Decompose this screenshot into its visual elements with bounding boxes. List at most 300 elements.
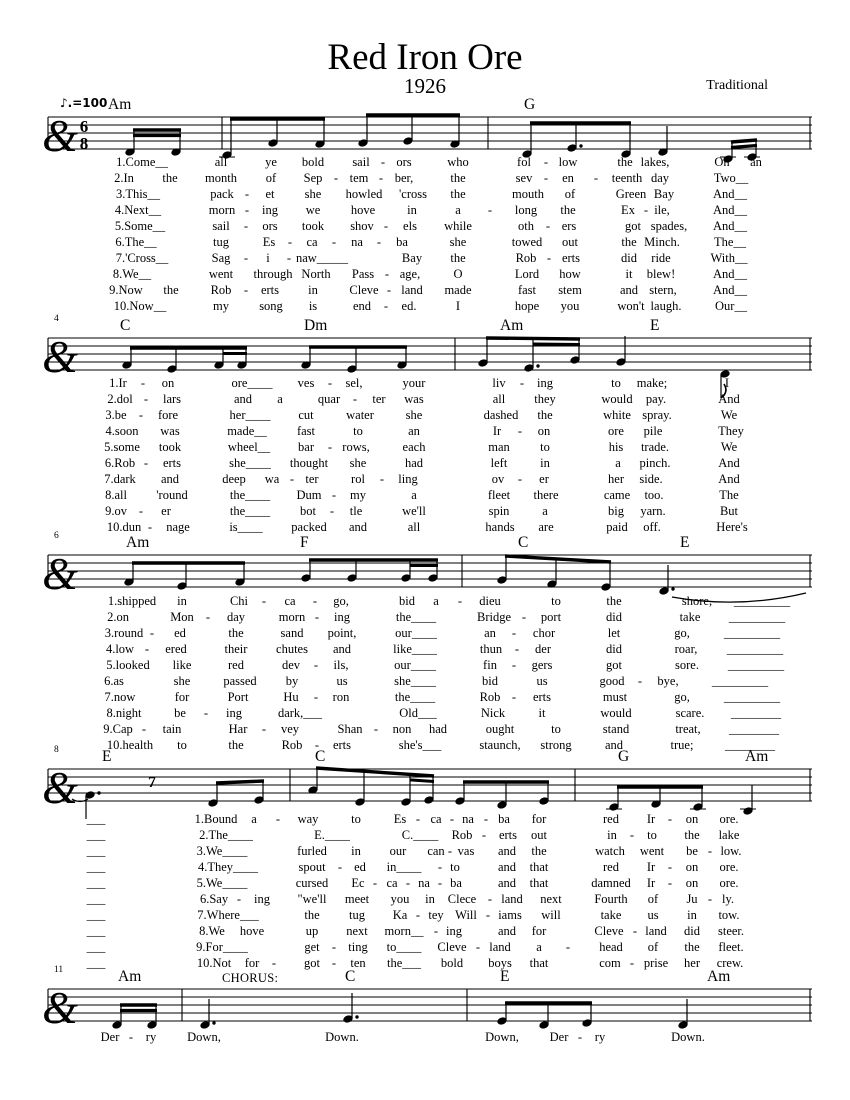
lyric-syllable: 9.For____	[196, 940, 248, 954]
lyric-syllable: ___	[86, 860, 106, 874]
lyric-syllable: stand	[602, 722, 630, 736]
lyric-syllable: to	[540, 440, 550, 454]
lyric-syllable: ___	[86, 940, 106, 954]
lyric-syllable: On	[714, 155, 730, 169]
lyric-syllable: North	[301, 267, 331, 281]
lyric-syllable: to	[647, 828, 657, 842]
lyric-syllable: et	[265, 187, 275, 201]
lyric-hyphen: -	[352, 392, 358, 406]
lyric-syllable: Shan	[337, 722, 363, 736]
lyric-syllable: it	[625, 267, 633, 281]
lyric-syllable: 6.The__	[115, 235, 157, 249]
lyric-syllable: tle	[349, 504, 363, 518]
eighth-rest-icon: 7	[148, 774, 156, 791]
lyric-syllable: a	[411, 488, 417, 502]
lyric-syllable: 1.shipped	[107, 594, 157, 608]
lyric-hyphen: -	[141, 722, 147, 736]
lyric-syllable: na	[462, 812, 474, 826]
lyric-syllable: 6.Say	[199, 892, 229, 906]
lyric-syllable: ___	[86, 892, 106, 906]
lyric-syllable: 7.now	[104, 690, 136, 704]
lyric-syllable: on	[161, 376, 175, 390]
lyric-syllable: Old___	[399, 706, 437, 720]
lyric-syllable: took	[158, 440, 182, 454]
lyric-syllable: Ex	[621, 203, 635, 217]
lyric-syllable: for	[244, 956, 260, 970]
lyric-syllable: won't	[617, 299, 645, 313]
lyric-syllable: steer.	[717, 924, 745, 938]
lyric-hyphen: -	[261, 722, 267, 736]
lyric-syllable: They	[718, 424, 744, 438]
lyric-syllable: she's___	[398, 738, 442, 752]
lyric-syllable: tow.	[718, 908, 740, 922]
lyric-syllable: and	[497, 860, 517, 874]
lyric-syllable: who	[447, 155, 469, 169]
lyric-syllable: did	[606, 610, 622, 624]
lyric-hyphen: -	[331, 956, 337, 970]
lyric-syllable: _________	[726, 642, 784, 656]
lyric-syllable: ride	[651, 251, 671, 265]
lyric-hyphen: -	[243, 283, 249, 297]
lyric-syllable: of	[265, 171, 277, 185]
lyric-hyphen: -	[271, 956, 277, 970]
lyric-syllable: lars	[162, 392, 182, 406]
lyric-hyphen: -	[415, 812, 421, 826]
lyric-syllable: _________	[733, 594, 791, 608]
lyric-syllable: vey	[280, 722, 300, 736]
lyric-syllable: all	[214, 155, 228, 169]
lyric-syllable: my	[350, 488, 366, 502]
lyric-syllable: a	[455, 203, 461, 217]
lyric-syllable: point,	[327, 626, 357, 640]
lyric-syllable: big	[608, 504, 624, 518]
lyric-hyphen: -	[483, 812, 489, 826]
lyric-syllable: she	[173, 674, 191, 688]
chord-symbol: Am	[707, 968, 731, 985]
treble-clef-icon: &	[42, 982, 78, 1033]
lyric-syllable: made__	[227, 424, 267, 438]
lyric-syllable: up	[305, 924, 319, 938]
lyric-syllable: we'll	[402, 504, 426, 518]
lyric-syllable: and	[604, 738, 624, 752]
lyric-syllable: ed.	[401, 299, 417, 313]
lyric-syllable: gers	[531, 658, 553, 672]
lyric-syllable: the___	[386, 956, 422, 970]
lyric-syllable: that	[529, 876, 549, 890]
lyric-syllable: Our__	[715, 299, 747, 313]
lyric-syllable: With__	[710, 251, 748, 265]
lyric-syllable: tem	[349, 171, 369, 185]
lyric-syllable: ca	[306, 235, 318, 249]
lyric-syllable: ile,	[654, 203, 670, 217]
treble-clef-icon: &	[42, 762, 78, 813]
lyric-syllable: C.____	[401, 828, 439, 842]
lyric-syllable: came	[603, 488, 631, 502]
lyric-hyphen: -	[487, 892, 493, 906]
lyric-syllable: meet	[344, 892, 370, 906]
lyric-hyphen: -	[329, 504, 335, 518]
lyric-syllable: Es	[393, 812, 407, 826]
lyric-syllable: towed	[511, 235, 543, 249]
lyric-syllable: ered	[165, 642, 187, 656]
lyric-syllable: fleet	[487, 488, 511, 502]
lyric-syllable: pay.	[645, 392, 667, 406]
lyric-syllable: 6.as	[104, 674, 124, 688]
lyric-hyphen: -	[415, 908, 421, 922]
lyric-syllable: Sep	[303, 171, 323, 185]
lyric-syllable: and	[497, 924, 517, 938]
lyric-syllable: ________	[731, 706, 781, 720]
lyric-syllable: dark,___	[277, 706, 323, 720]
lyric-syllable: is	[308, 299, 318, 313]
lyric-syllable: the____	[229, 488, 271, 502]
lyric-hyphen: -	[384, 267, 390, 281]
lyric-syllable: took	[301, 219, 325, 233]
chord-symbol: Am	[126, 534, 150, 551]
lyric-syllable: was	[160, 424, 180, 438]
lyric-syllable: all	[407, 520, 421, 534]
lyric-syllable: port	[540, 610, 562, 624]
lyric-syllable: thun	[479, 642, 503, 656]
lyric-syllable: sand	[280, 626, 304, 640]
lyric-syllable: to____	[386, 940, 422, 954]
lyric-syllable: 2.The____	[199, 828, 253, 842]
lyric-hyphen: -	[405, 876, 411, 890]
lyric-syllable: 10.Not	[196, 956, 232, 970]
lyric-syllable: 2.dol	[107, 392, 133, 406]
lyric-hyphen: -	[327, 440, 333, 454]
lyric-syllable: roar,	[674, 642, 698, 656]
lyric-syllable: pinch.	[639, 456, 671, 470]
lyric-syllable: sail	[212, 219, 230, 233]
lyric-syllable: Will	[455, 908, 477, 922]
lyric-syllable: Ju	[686, 892, 698, 906]
lyric-hyphen: -	[514, 642, 520, 656]
lyric-syllable: And	[718, 456, 740, 470]
lyric-syllable: 8.all	[105, 488, 127, 502]
lyric-syllable: ors	[396, 155, 412, 169]
lyric-hyphen: -	[517, 472, 523, 486]
lyric-syllable: to	[551, 594, 561, 608]
lyric-syllable: a	[615, 456, 621, 470]
lyric-syllable: prise	[643, 956, 669, 970]
lyric-syllable: tug	[213, 235, 229, 249]
lyric-syllable: to	[353, 424, 363, 438]
lyric-hyphen: -	[667, 860, 673, 874]
lyric-syllable: _________	[711, 674, 769, 688]
lyric-syllable: my	[213, 299, 229, 313]
lyric-hyphen: -	[327, 376, 333, 390]
lyric-syllable: side.	[639, 472, 663, 486]
lyric-syllable: did	[606, 642, 622, 656]
lyric-hyphen: -	[286, 251, 292, 265]
lyric-syllable: our	[389, 844, 407, 858]
lyric-syllable: 7.'Cross__	[115, 251, 169, 265]
lyric-hyphen: -	[243, 251, 249, 265]
lyric-syllable: for	[531, 812, 547, 826]
lyric-syllable: 6.Rob	[104, 456, 136, 470]
lyric-syllable: Es	[262, 235, 276, 249]
lyric-syllable: the	[560, 203, 576, 217]
lyric-syllable: fleet.	[718, 940, 744, 954]
chorus-label: CHORUS:	[222, 971, 279, 985]
lyric-syllable: vas	[457, 844, 475, 858]
lyric-syllable: deep	[222, 472, 246, 486]
lyric-syllable: low	[558, 155, 578, 169]
lyric-syllable: Green	[615, 187, 647, 201]
lyric-syllable: age,	[399, 267, 421, 281]
lyric-syllable: passed	[223, 674, 257, 688]
lyric-syllable: and	[332, 642, 352, 656]
lyric-syllable: ___	[86, 908, 106, 922]
lyric-syllable: bot	[300, 504, 316, 518]
lyric-syllable: the	[450, 171, 466, 185]
lyric-syllable: 4.soon	[105, 424, 139, 438]
lyric-syllable: ter	[305, 472, 319, 486]
lyric-syllable: an	[484, 626, 496, 640]
lyric-syllable: let	[607, 626, 621, 640]
lyric-syllable: out	[531, 828, 547, 842]
lyric-hyphen: -	[449, 812, 455, 826]
lyric-syllable: ers	[561, 219, 577, 233]
lyric-hyphen: -	[244, 187, 250, 201]
lyric-syllable: by	[285, 674, 299, 688]
lyric-syllable: tain	[162, 722, 182, 736]
lyric-syllable: Down.	[325, 1030, 359, 1044]
lyric-syllable: erts	[332, 738, 352, 752]
lyric-syllable: 8.We__	[112, 267, 152, 281]
lyric-syllable: the	[450, 251, 466, 265]
lyric-hyphen: -	[337, 860, 343, 874]
chord-symbol: Am	[745, 748, 769, 765]
lyric-hyphen: -	[437, 860, 443, 874]
lyric-syllable: and	[497, 876, 517, 890]
lyric-syllable: i	[266, 251, 270, 265]
lyric-syllable: a	[277, 392, 283, 406]
lyric-syllable: ron	[332, 690, 350, 704]
lyric-syllable: to	[611, 376, 621, 390]
lyric-hyphen: -	[511, 626, 517, 640]
lyric-syllable: water	[346, 408, 374, 422]
lyric-hyphen: -	[707, 844, 713, 858]
lyric-hyphen: -	[312, 594, 318, 608]
lyric-hyphen: -	[379, 472, 385, 486]
lyric-syllable: our____	[394, 658, 436, 672]
chord-symbol: Am	[500, 317, 524, 334]
lyric-syllable: I	[724, 376, 730, 390]
lyric-syllable: and	[160, 472, 180, 486]
lyric-syllable: pile	[643, 424, 663, 438]
lyric-hyphen: -	[205, 610, 211, 624]
lyric-syllable: ___	[86, 924, 106, 938]
lyric-syllable: ling	[398, 472, 418, 486]
lyric-syllable: erts	[162, 456, 182, 470]
lyric-syllable: Ir	[646, 860, 656, 874]
lyric-syllable: they	[534, 392, 556, 406]
lyric-syllable: ___	[86, 956, 106, 970]
lyric-syllable: next	[540, 892, 562, 906]
lyric-syllable: while	[444, 219, 472, 233]
lyric-hyphen: -	[289, 472, 295, 486]
lyric-syllable: way	[297, 812, 319, 826]
lyric-syllable: the____	[394, 690, 436, 704]
lyric-syllable: erts	[561, 251, 581, 265]
page-title: Red Iron Ore	[327, 37, 523, 78]
lyric-syllable: Down,	[187, 1030, 221, 1044]
measure-number: 6	[54, 531, 59, 541]
lyric-syllable: there	[533, 488, 559, 502]
lyric-syllable: 4.They____	[197, 860, 259, 874]
chord-symbol: E	[650, 317, 660, 334]
lyric-syllable: their	[224, 642, 248, 656]
lyric-syllable: bid	[482, 674, 498, 688]
lyric-hyphen: -	[287, 235, 293, 249]
lyric-syllable: fast	[517, 283, 537, 297]
lyric-syllable: the	[450, 187, 466, 201]
lyric-syllable: had	[428, 722, 448, 736]
lyric-syllable: it	[538, 706, 546, 720]
lyric-syllable: go,	[674, 626, 690, 640]
lyric-syllable: went	[208, 267, 234, 281]
lyric-hyphen: -	[447, 844, 453, 858]
lyric-syllable: Sag	[211, 251, 231, 265]
lyric-syllable: of	[564, 187, 576, 201]
lyric-syllable: But	[719, 504, 739, 518]
lyric-syllable: did	[684, 924, 700, 938]
lyric-syllable: Clece	[447, 892, 477, 906]
lyric-syllable: non	[392, 722, 412, 736]
lyric-hyphen: -	[144, 642, 150, 656]
lyric-syllable: Bay	[401, 251, 423, 265]
lyric-syllable: 'cross	[399, 187, 427, 201]
lyric-syllable: Ka	[392, 908, 408, 922]
lyric-syllable: teenth	[611, 171, 643, 185]
lyric-hyphen: -	[433, 924, 439, 938]
lyric-syllable: shore,	[681, 594, 713, 608]
lyric-syllable: and	[497, 844, 517, 858]
lyric-hyphen: -	[143, 392, 149, 406]
lyric-syllable: ca	[386, 876, 398, 890]
lyric-syllable: the	[162, 171, 178, 185]
lyric-hyphen: -	[632, 924, 638, 938]
lyric-hyphen: -	[629, 828, 635, 842]
lyric-syllable: ___	[86, 844, 106, 858]
lyric-syllable: she____	[394, 674, 436, 688]
lyric-hyphen: -	[261, 594, 267, 608]
lyric-syllable: did	[621, 251, 637, 265]
lyric-syllable: yarn.	[640, 504, 666, 518]
lyric-syllable: song	[259, 299, 283, 313]
lyric-syllable: in	[407, 203, 417, 217]
lyric-syllable: pack	[210, 187, 234, 201]
lyric-syllable: in____	[386, 860, 422, 874]
lyric-hyphen: -	[383, 299, 389, 313]
lyric-syllable: 5.some	[104, 440, 140, 454]
lyric-syllable: packed	[291, 520, 327, 534]
lyric-syllable: is____	[229, 520, 263, 534]
lyric-syllable: Rob	[479, 690, 501, 704]
lyric-syllable: spray.	[642, 408, 672, 422]
lyric-syllable: Port	[227, 690, 249, 704]
lyric-syllable: liv	[492, 376, 506, 390]
lyric-syllable: that	[529, 956, 549, 970]
lyric-syllable: will	[541, 908, 561, 922]
lyric-syllable: ry	[145, 1030, 157, 1044]
lyric-syllable: the	[228, 738, 244, 752]
lyric-syllable: We	[720, 440, 738, 454]
lyric-syllable: our____	[395, 626, 437, 640]
lyric-syllable: on	[685, 812, 699, 826]
lyric-syllable: dev	[281, 658, 301, 672]
lyric-hyphen: -	[487, 203, 493, 217]
lyric-syllable: the	[163, 283, 179, 297]
lyric-syllable: we	[305, 203, 321, 217]
lyric-syllable: "we'll	[297, 892, 327, 906]
lyric-syllable: chor	[532, 626, 556, 640]
lyric-syllable: sev	[515, 171, 533, 185]
lyric-syllable: stern,	[649, 283, 677, 297]
lyric-syllable: too.	[644, 488, 664, 502]
lyric-syllable: red	[603, 812, 619, 826]
lyric-hyphen: -	[511, 658, 517, 672]
lyric-syllable: got	[606, 658, 622, 672]
lyric-syllable: Fourth	[594, 892, 628, 906]
lyric-syllable: fore	[157, 408, 179, 422]
lyric-syllable: in	[540, 456, 550, 470]
lyric-syllable: _________	[727, 658, 785, 672]
lyric-syllable: mouth	[512, 187, 544, 201]
lyric-hyphen: -	[481, 828, 487, 842]
lyric-syllable: be	[174, 706, 186, 720]
chord-symbol: C	[315, 748, 326, 765]
page-subtitle: 1926	[404, 74, 446, 98]
lyric-hyphen: -	[313, 690, 319, 704]
lyric-syllable: na	[418, 876, 430, 890]
lyric-syllable: land	[401, 283, 423, 297]
lyric-syllable: ing	[537, 376, 553, 390]
lyric-syllable: E.____	[314, 828, 350, 842]
lyric-syllable: dashed	[483, 408, 519, 422]
lyric-syllable: 10.dun	[106, 520, 142, 534]
lyric-syllable: 7.Where___	[197, 908, 259, 922]
lyric-syllable: 9.ov	[105, 504, 127, 518]
chord-symbol: Am	[118, 968, 142, 985]
lyric-syllable: ye	[265, 155, 277, 169]
lyric-syllable: she	[304, 187, 322, 201]
lyric-syllable: Cleve	[349, 283, 379, 297]
lyric-syllable: the	[537, 408, 553, 422]
lyric-syllable: be	[686, 844, 698, 858]
lyric-syllable: us	[336, 674, 348, 688]
time-signature: 8	[79, 134, 89, 153]
lyric-syllable: er	[539, 472, 549, 486]
lyric-syllable: the	[304, 908, 320, 922]
lyric-syllable: rows,	[342, 440, 370, 454]
lyric-syllable: Mon	[170, 610, 194, 624]
lyric-syllable: was	[404, 392, 424, 406]
lyric-hyphen: -	[314, 610, 320, 624]
lyric-syllable: ought	[485, 722, 515, 736]
lyric-syllable: We	[720, 408, 738, 422]
lyric-syllable: each	[402, 440, 426, 454]
lyric-syllable: der	[535, 642, 551, 656]
lyric-hyphen: -	[331, 488, 337, 502]
lyric-syllable: her	[608, 472, 624, 486]
lyric-syllable: sail	[352, 155, 370, 169]
lyric-syllable: er	[161, 504, 171, 518]
lyric-syllable: hands	[485, 520, 515, 534]
lyric-hyphen: -	[565, 940, 571, 954]
